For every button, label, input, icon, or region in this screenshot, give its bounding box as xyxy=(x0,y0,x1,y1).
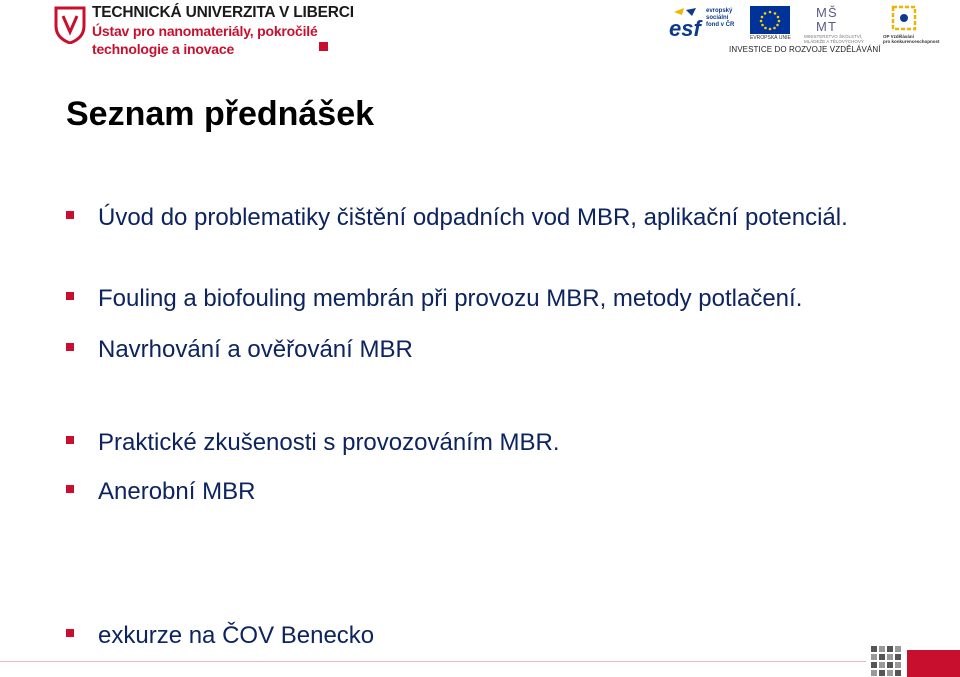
esf-text: evropský sociální fond v ČR xyxy=(706,8,735,28)
msmt-mark-icon xyxy=(804,4,874,34)
list-item-text: Anerobní MBR xyxy=(98,478,256,505)
bullet-square-icon xyxy=(66,436,74,444)
opvk-mark-icon xyxy=(883,4,928,34)
svg-text:T: T xyxy=(828,19,836,34)
eu-flag-icon xyxy=(750,6,790,34)
list-item-text: Úvod do problematiky čištění odpadních vod MBR, aplikační potenciál. xyxy=(98,204,848,231)
esf-mark-icon xyxy=(668,6,704,42)
bullet-square-icon xyxy=(66,485,74,493)
institute-name-line2: technologie a inovace xyxy=(92,41,235,57)
institute-name-line1: Ústav pro nanomateriály, pokročilé xyxy=(92,23,318,39)
msmt-logo xyxy=(804,4,874,44)
svg-text:M: M xyxy=(816,19,827,34)
opvk-caption: OP Vzdělávání pro konkurenceschopnost xyxy=(883,34,940,44)
svg-text:esf: esf xyxy=(669,16,701,41)
slide-title: Seznam přednášek xyxy=(66,95,375,133)
eu-logo xyxy=(750,6,790,42)
list-item-text: Fouling a biofouling membrán při provozu MBR, metody potlačení. xyxy=(98,285,803,312)
university-name: TECHNICKÁ UNIVERZITA V LIBERCI xyxy=(92,4,354,21)
investment-caption: INVESTICE DO ROZVOJE VZDĚLÁVÁNÍ xyxy=(729,45,881,54)
list-item-text: Praktické zkušenosti s provozováním MBR. xyxy=(98,429,560,456)
bullet-square-icon xyxy=(66,211,74,219)
bullet-square-icon xyxy=(66,292,74,300)
list-item-text: Navrhování a ověřování MBR xyxy=(98,336,413,363)
footer-divider xyxy=(0,661,866,662)
eu-caption: EVROPSKÁ UNIE xyxy=(750,35,791,41)
university-emblem-icon xyxy=(54,6,86,44)
svg-text:Š: Š xyxy=(828,5,837,20)
footer-red-block xyxy=(907,650,960,677)
bullet-square-icon xyxy=(66,629,74,637)
svg-text:M: M xyxy=(816,5,827,20)
bullet-square-icon xyxy=(66,343,74,351)
footer-grid-icon xyxy=(871,646,901,676)
msmt-caption: MINISTERSTVO ŠKOLSTVÍ, MLÁDEŽE A TĚLOVÝCHOVY xyxy=(804,34,864,44)
list-item-text: exkurze na ČOV Benecko xyxy=(98,622,375,649)
esf-logo xyxy=(668,6,738,42)
logo-accent-square xyxy=(319,42,328,51)
partner-logos xyxy=(668,4,940,56)
opvk-logo xyxy=(883,4,940,44)
university-logo xyxy=(54,4,354,57)
